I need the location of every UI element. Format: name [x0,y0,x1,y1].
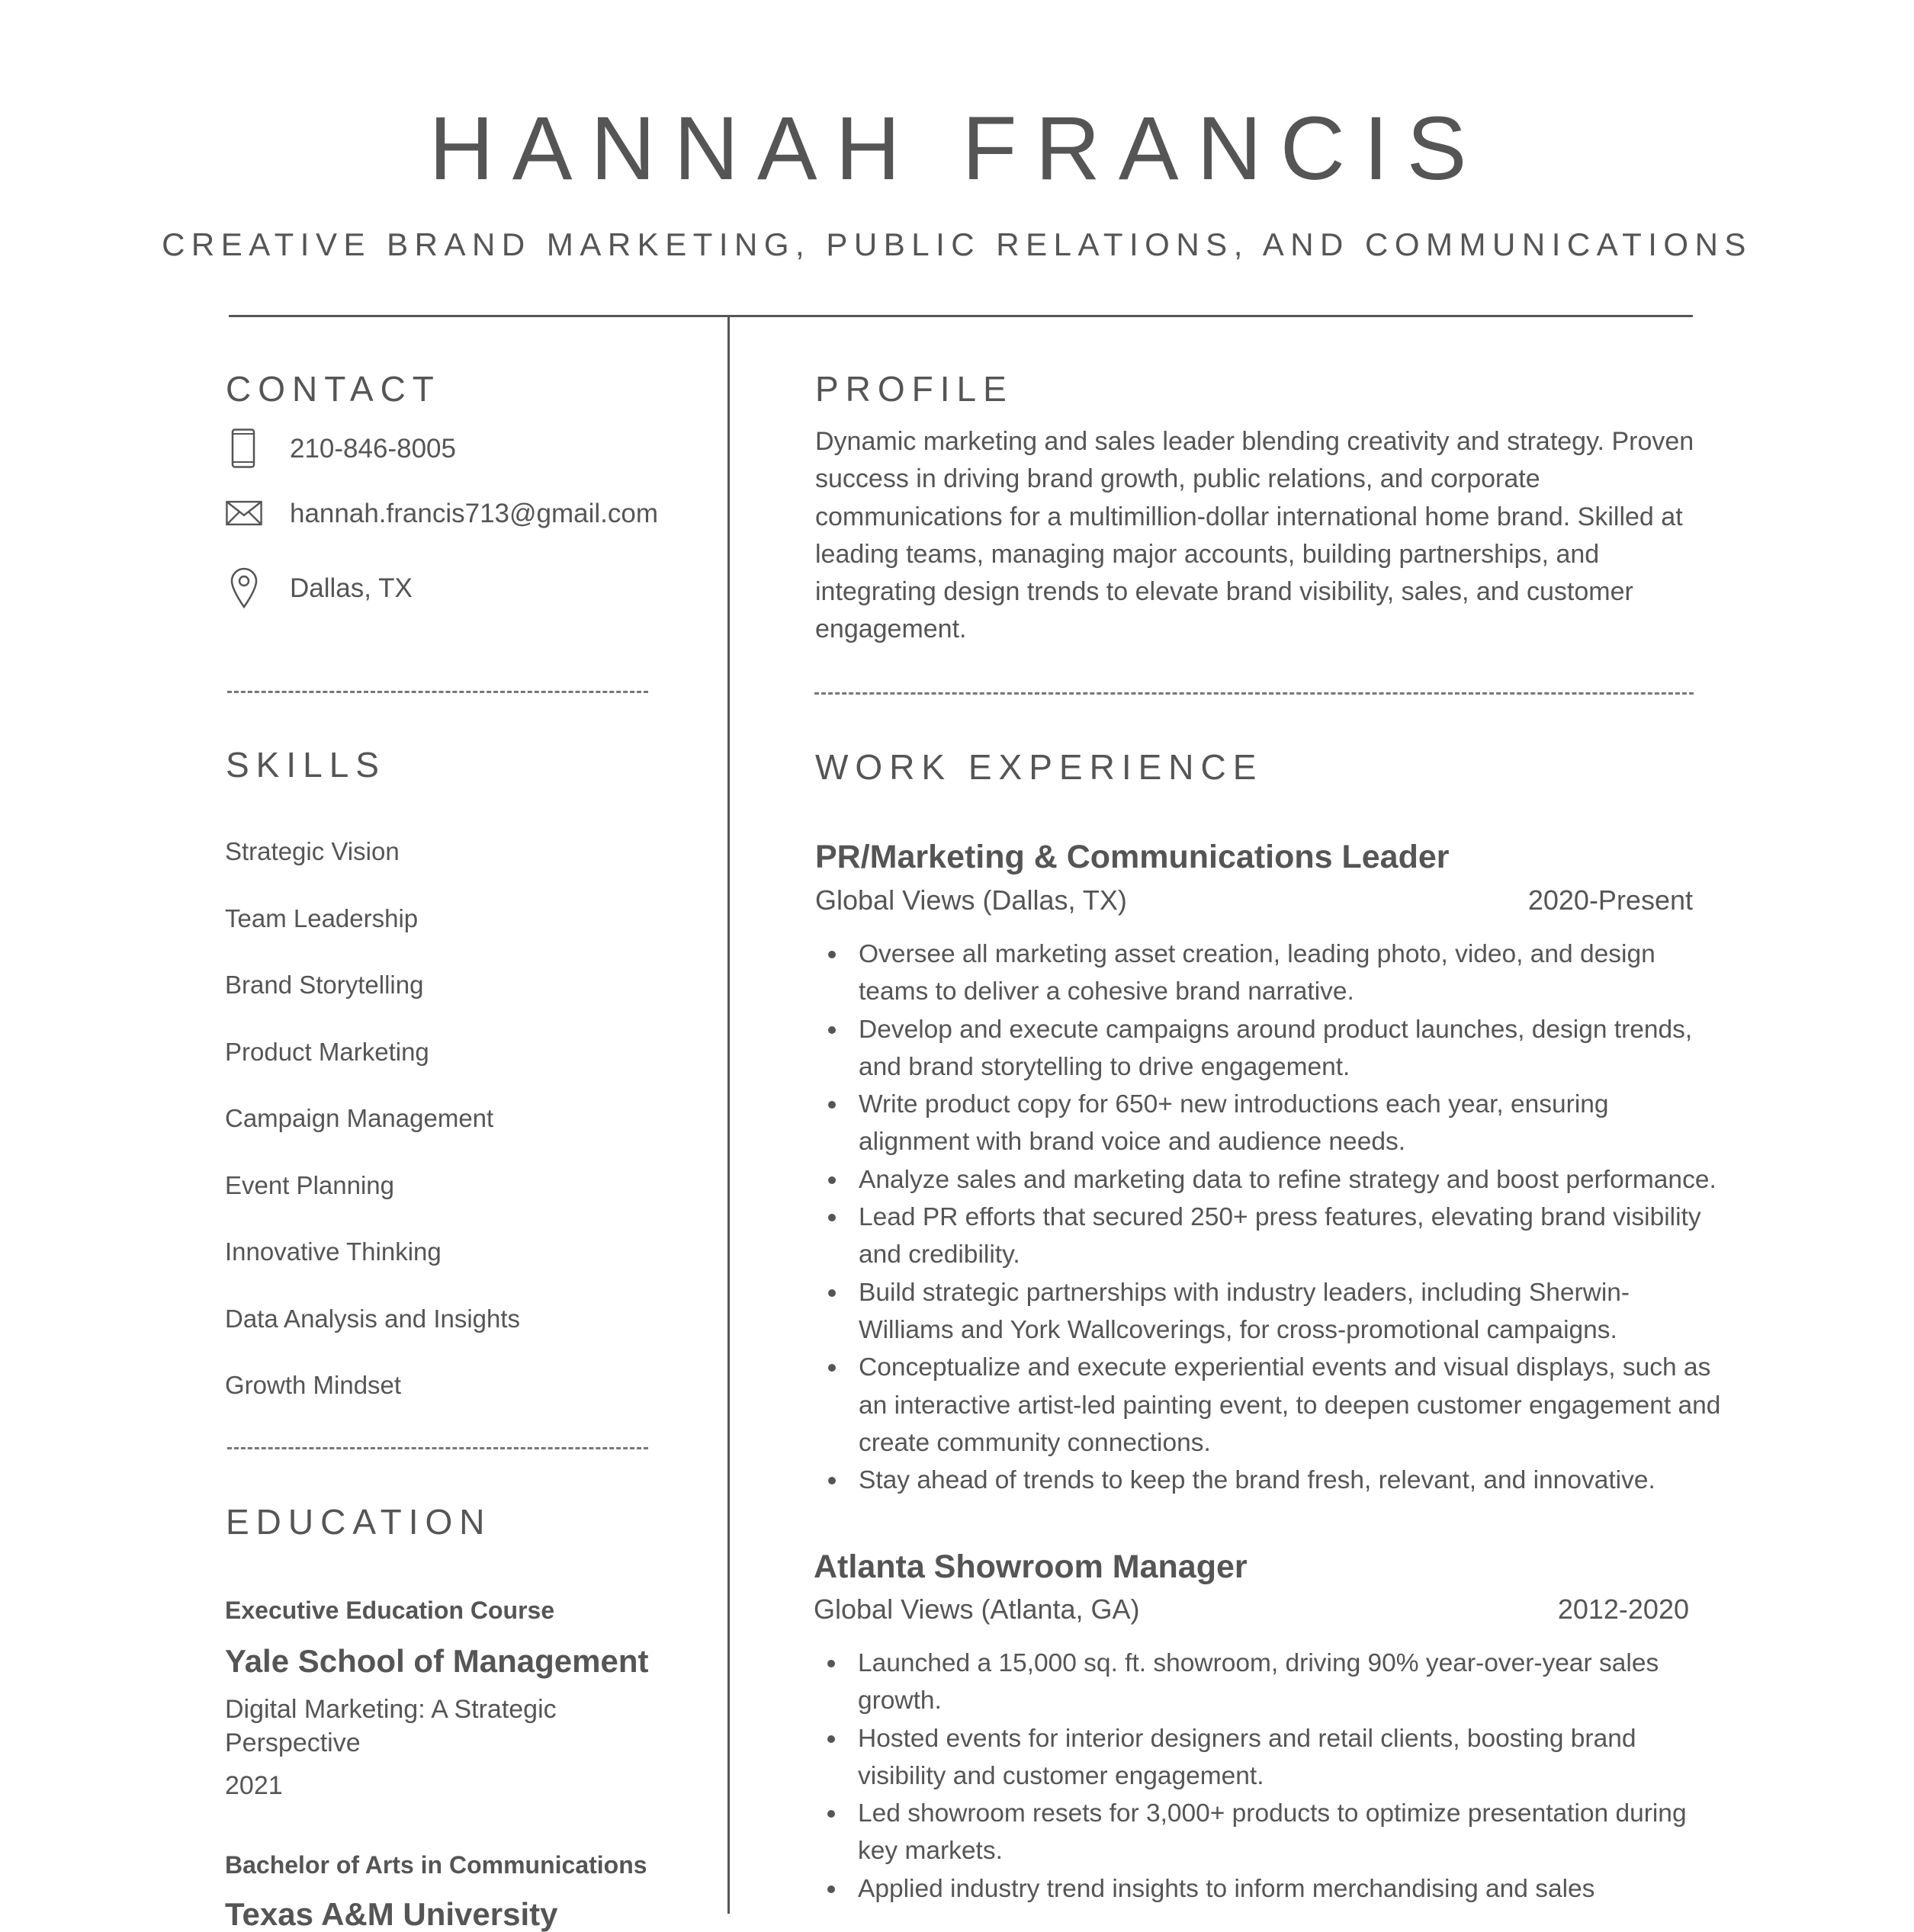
contact-divider [227,691,648,693]
education-school: Texas A&M University [225,1896,558,1932]
job-bullets [814,1645,1707,1908]
location-pin-icon [226,566,262,609]
job-bullets [815,936,1723,1499]
skill-item: Team Leadership [225,903,419,932]
education-degree: Executive Education Course [225,1597,555,1624]
skill-item: Event Planning [225,1170,394,1199]
job-bullet: Applied industry trend insights to inform merchandising and sales [814,1870,1707,1908]
job-bullet: Launched a 15,000 sq. ft. showroom, driving 90% year-over-year sales growth. [814,1645,1707,1720]
education-program: Digital Marketing: A Strategic Perspective [225,1695,557,1757]
job-bullet: Oversee all marketing asset creation, leading photo, video, and design teams to deliver a cohesive brand narrative. [815,936,1723,1011]
job-dates: 2020-Present [1527,884,1693,916]
skill-item: Product Marketing [225,1037,429,1066]
skill-item: Strategic Vision [225,837,400,865]
profile-text: Dynamic marketing and sales leader blending creativity and strategy. Proven success in driving brand growth, public relations, and corporate communications for a multimillion-dollar international home brand. Skilled at leading teams, managing major accounts, building partnerships, and integrating design trends to elevate brand visibility, sales, and customer engagement. [815,427,1694,644]
contact-phone: 210-846-8005 [290,433,456,464]
job-bullet: Stay ahead of trends to keep the brand fresh, relevant, and innovative. [815,1462,1723,1499]
job-bullet: Lead PR efforts that secured 250+ press features, elevating brand visibility and credibility. [815,1199,1723,1274]
job-company: Global Views (Atlanta, GA) [814,1593,1140,1625]
mail-icon [226,492,262,534]
contact-email-row [226,490,658,536]
job-dates: 2012-2020 [1557,1593,1689,1625]
column-divider [727,317,730,1914]
job-title: Atlanta Showroom Manager [814,1548,1248,1585]
education-heading: EDUCATION [226,1502,492,1542]
contact-location: Dallas, TX [290,573,413,603]
contact-location-row [226,565,413,611]
skill-item: Innovative Thinking [225,1237,442,1266]
skills-list [225,833,520,1433]
job-company: Global Views (Dallas, TX) [815,884,1127,916]
contact-phone-row [226,425,456,471]
resume-tagline: CREATIVE BRAND MARKETING, PUBLIC RELATIONS, AND COMMUNICATIONS [162,226,1752,262]
phone-icon [226,427,262,470]
job-bullet: Hosted events for interior designers and retail clients, boosting brand visibility and customer engagement. [814,1720,1707,1796]
job-bullet: Led showroom resets for 3,000+ products to optimize presentation during key markets. [814,1795,1707,1870]
skill-item: Campaign Management [225,1104,494,1132]
skills-divider [227,1447,648,1449]
education-year: 2021 [225,1771,283,1800]
contact-email: hannah.francis713@gmail.com [290,498,659,528]
job-bullet: Build strategic partnerships with industry leaders, including Sherwin-Williams and York Wallcoverings, for cross-promotional campaigns. [815,1274,1723,1350]
education-school: Yale School of Management [225,1643,649,1679]
skill-item: Growth Mindset [225,1371,402,1399]
job-bullet: Develop and execute campaigns around product launches, design trends, and brand storytelling to drive engagement. [815,1011,1723,1086]
work-experience-heading: WORK EXPERIENCE [815,747,1264,787]
profile-heading: PROFILE [815,369,1013,409]
job-bullet: Analyze sales and marketing data to refine strategy and boost performance. [815,1161,1723,1199]
skill-item: Data Analysis and Insights [225,1304,521,1333]
skill-item: Brand Storytelling [225,971,424,999]
contact-heading: CONTACT [226,369,441,409]
education-degree: Bachelor of Arts in Communications [225,1851,647,1879]
job-bullet: Conceptualize and execute experiential events and visual displays, such as an interactive artist-led painting event, to deepen customer engagement and create community connections. [815,1349,1723,1462]
job-title: PR/Marketing & Communications Leader [815,839,1450,875]
profile-divider [814,692,1694,695]
skills-heading: SKILLS [226,745,386,785]
resume-name: HANNAH FRANCIS [429,98,1485,199]
header-divider [229,315,1693,317]
job-bullet: Write product copy for 650+ new introductions each year, ensuring alignment with brand voice and audience needs. [815,1086,1723,1161]
